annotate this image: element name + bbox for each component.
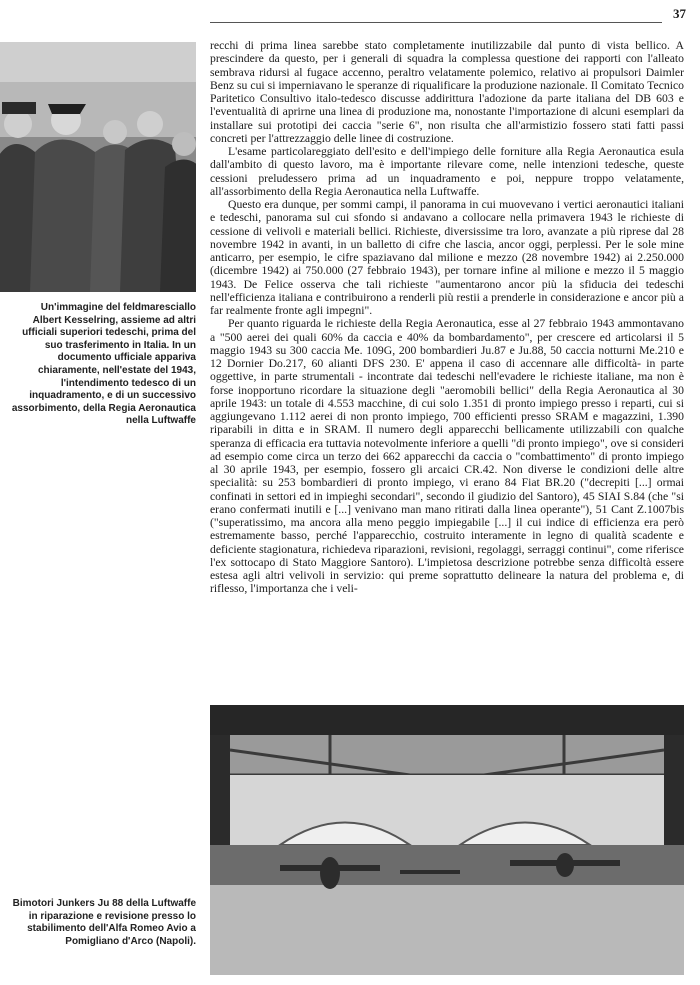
kesselring-photo (0, 42, 196, 292)
paragraph: Per quanto riguarda le richieste della Regia Aeronautica, esse al 27 febbraio 1943 ammontavano a "500 aerei dei quali 60% da caccia e 40% da bombardamento", per crescere ed articolarsi il 5 maggio 1943 su 300 caccia Me. 109G, 200 bombardieri Ju.87 e Ju.88, 50 caccia notturni Me.210 e 12 Dornier Do.217, 60 alianti DFS 230. E' appena il caso di accennare alle difficoltà- in parte oggettive, in parte strumentali - incontrate dai tedeschi nell'evadere le richieste italiane, ma non è forse inopportuno ricordare la situazione degli "aeromobili bellici" della Regia Aeronautica al 30 aprile 1943: un totale di 4.553 macchine, di cui solo 1.351 di pronto impiego presso i reparti, cui si aggiungevano 1.112 aerei di non pronto impiego, 700 efficienti presso SRAM e magazzini, 1.390 riparabili in ditta e in SRAM. Il numero degli apparecchi bellicamente utilizzabili con qualche speranza di efficacia era tuttavia notevolmente inferiore a quelli "di pronto impiego", ove si consideri ad esempio come circa un terzo dei 662 apparecchi da caccia o "combattimento" di pronto impiego al 30 aprile 1943, per esempio, fossero gli arcaici CR.42. Non diverse le condizioni delle altre specialità: su 253 bombardieri di pronto impiego, vi erano 84 Fiat BR.20 ("decrepiti [...] ormai confinati in settori ed in impieghi secondari", secondo il giudizio del Santoro), 45 SIAI S.84 (che "si erano confermati inutili e [...] venivano man mano ritirati dalla linea operante"), 51 Cant Z.1007bis ("superatissimo, ma ancora alla meno peggio impiegabile [...] il cui indice di efficienza era però estremamente basso, perché l'apparecchio, costruito interamente in legno di qualità scadente e deficiente stagionatura, richiedeva riparazioni, revisioni, regolaggi, serraggi continui", come riferisce l'ex sottocapo di Stato Maggiore Santoro). L'impietosa descrizione potrebbe senza difficoltà essere estesa agli altri velivoli in servizio: qui preme soprattutto delineare la natura del problema e, di riflesso, l'importanza che i veli- (210, 317, 684, 596)
page-number: 37 (673, 6, 686, 21)
photo-caption-bottom: Bimotori Junkers Ju 88 della Luftwaffe in riparazione e revisione presso lo stabilimento dell'Alfa Romeo Avio a Pomigliano d'Arco (Napoli). (12, 898, 196, 947)
photo-caption-top: Un'immagine del feldmaresciallo Albert Kesselring, assieme ad altri ufficiali superiori tedeschi, prima del suo trasferimento in Italia. In un documento ufficiale appariva chiaramente, nell'estate del 1943, l'intendimento tedesco di un inquadramento, e di un successivo assorbimento, della Regia Aeronautica nella Luftwaffe (11, 302, 196, 427)
hangar-photo (210, 705, 684, 975)
paragraph: recchi di prima linea sarebbe stato completamente inutilizzabile dal punto di vista bellico. A prescindere da questo, per i generali di squadra la complessa questione dei rapporti con l'alleato sembrava ridursi al fugace accenno, peraltro velatamente polemico, relativo ai propulsori Daimler Benz su cui si imperniavano le speranze di riqualificare la produzione nazionale. Il Comitato Tecnico Paritetico Consultivo italo-tedesco discusse addirittura l'adozione da parte italiana del DB 603 e l'eventualità di aprirne una linea di produzione ma, nonostante l'importazione di alcuni esemplari da installare sui prototipi dei caccia "serie 6", non risulta che all'armistizio fossero stati fatti passi concreti per l'attrezzaggio delle linee di costruzione. (210, 39, 684, 145)
paragraph: L'esame particolareggiato dell'esito e dell'impiego delle forniture alla Regia Aeronautica esula dall'ambito di questo lavoro, ma è importante rilevare come, nelle intenzioni tedesche, queste cessioni preludessero prima ad un inquadramento e poi, neppure troppo velatamente, all'assorbimento della Regia Aeronautica nella Luftwaffe. (210, 145, 684, 198)
header-rule (210, 22, 662, 23)
paragraph: Questo era dunque, per sommi campi, il panorama in cui muovevano i vertici aeronautici italiani e tedeschi, panorama sul cui sfondo si andavano a collocare nella primavera 1943 le richieste di cessione di velivoli e materiali bellici. Richieste, diversissime tra loro, avanzate a più riprese dal 28 novembre 1942 in avanti, in un balletto di cifre che lascia, ancor oggi, perplessi. Per le sole mine anticarro, per esempio, le cifre spaziavano dal milione e mezzo (28 novembre 1942) ai 2.250.000 (dicembre 1942) ai 750.000 (27 febbraio 1943), per tornare infine al milione e mezzo il 5 maggio 1943. De Felice osserva che tali richieste "aumentarono ancor più la sfiducia dei tedeschi nell'efficienza italiana e contribuirono a renderli più restii a prenderle in considerazione e ancor più a far realmente fronte agli impegni". (210, 198, 684, 317)
article-body (210, 39, 684, 596)
